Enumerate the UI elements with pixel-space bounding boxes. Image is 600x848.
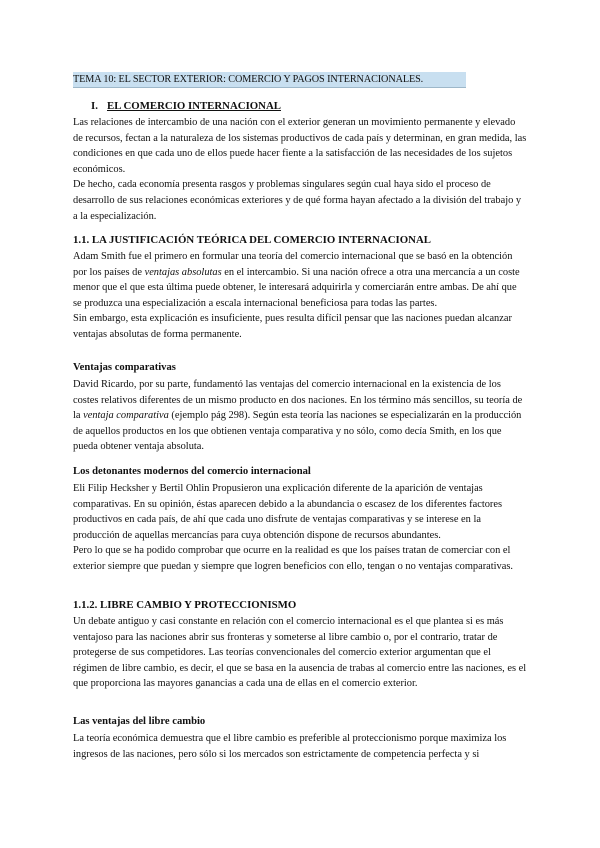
subheading-freetrade: Las ventajas del libre cambio xyxy=(73,716,206,727)
section1-body xyxy=(73,115,527,224)
section-title: EL COMERCIO INTERNACIONAL xyxy=(107,100,281,112)
comparative-body xyxy=(73,377,527,455)
section112-body xyxy=(73,614,527,692)
paragraph: Las relaciones de intercambio de una nación con el exterior generan un movimiento permanente y elevado de recursos, fectan a la naturaleza de los sistemas productivos de cada país y determinan, en gran medida, las condiciones en que cada uno de ellos puede hacer fiente a la satisfacción de las necesidades de los sujetos económicos. xyxy=(73,117,527,175)
modern-body xyxy=(73,481,527,575)
topic-banner: TEMA 10: EL SECTOR EXTERIOR: COMERCIO Y PAGOS INTERNACIONALES. xyxy=(73,72,466,88)
subheading-modern: Los detonantes modernos del comercio internacional xyxy=(73,466,311,477)
freetrade-body xyxy=(73,731,527,762)
paragraph: David Ricardo, por su parte, fundamentó las ventajas del comercio internacional en la existencia de los costes relativos diferentes de un mismo producto en dos naciones. En los término más sencillos, su teoría de la ventaja comparativa (ejemplo pág 298). Según esta teoría las naciones se especializarán en la producción de aquellos productos en los que obtienen ventaja comparativa y no sólo, como decía Smith, en los que pueda obtener ventaja absoluta. xyxy=(73,379,523,453)
paragraph: Sin embargo, esta explicación es insuficiente, pues resulta difícil pensar que las naciones puedan alcanzar ventajas absolutas de forma permanente. xyxy=(73,313,512,340)
section-heading-1-1-2: 1.1.2. LIBRE CAMBIO Y PROTECCIONISMO xyxy=(73,599,297,611)
emphasis-term: ventajas absolutas xyxy=(144,266,222,278)
paragraph: La teoría económica demuestra que el libre cambio es preferible al proteccionismo porque maximiza los ingresos de las naciones, pero sólo si los mercados son estrictamente de competencia perfecta y si xyxy=(73,733,507,760)
paragraph: Adam Smith fue el primero en formular una teoría del comercio internacional que se basó en la obtención por los países de ventajas absolutas en el intercambio. Si una nación ofrece a otra una mercancía a un coste menor que el que esta última puede obtener, le interesará adquirirla y comerciarán entre ambas. De ahí que se produzca una especialización a escala internacional beneficiosa para todas las partes. xyxy=(73,251,520,309)
paragraph: Un debate antiguo y casi constante en relación con el comercio internacional es el que plantea si es más ventajoso para las naciones abrir sus fronteras y someterse al libre cambio o, por el contrario, tratar de protegerse de sus competidores. Las teorías convencionales del comercio exterior argumentan que el régimen de libre cambio, es decir, el que se basa en la ausencia de trabas al comercio entre las naciones, es el que proporciona las mayores ganancias a cada una de ellas en el comercio exterior. xyxy=(73,616,527,690)
section-number: I. xyxy=(91,100,98,112)
subheading-comparative: Ventajas comparativas xyxy=(73,362,176,373)
emphasis-term: ventaja comparativa xyxy=(83,410,169,422)
paragraph: Pero lo que se ha podido comprobar que ocurre en la realidad es que los países tratan de comerciar con el exterior siempre que puedan y siempre que logren beneficios con ello, tengan o no ventajas comparativas. xyxy=(73,545,514,572)
section11-body xyxy=(73,249,527,343)
paragraph: De hecho, cada economía presenta rasgos y problemas singulares según cual haya sido el proceso de desarrollo de sus relaciones económicas exteriores y de qué forma hayan afectado a la división del trabajo y a la especialización. xyxy=(73,179,522,222)
section-heading-1-1: 1.1. LA JUSTIFICACIÓN TEÓRICA DEL COMERCIO INTERNACIONAL xyxy=(73,234,431,246)
section-heading-1 xyxy=(91,100,281,112)
paragraph: Eli Filip Hecksher y Bertil Ohlin Propusieron una explicación diferente de la aparición de ventajas comparativas. En su opinión, éstas aparecen debido a la abundancia o escasez de los diferentes factores productivos en cada país, de ahí que cada uno disfrute de ventajas comparativas y se interese en la producción de aquellas mercancías para cuya obtención dispone de recursos abundantes. xyxy=(73,483,503,541)
